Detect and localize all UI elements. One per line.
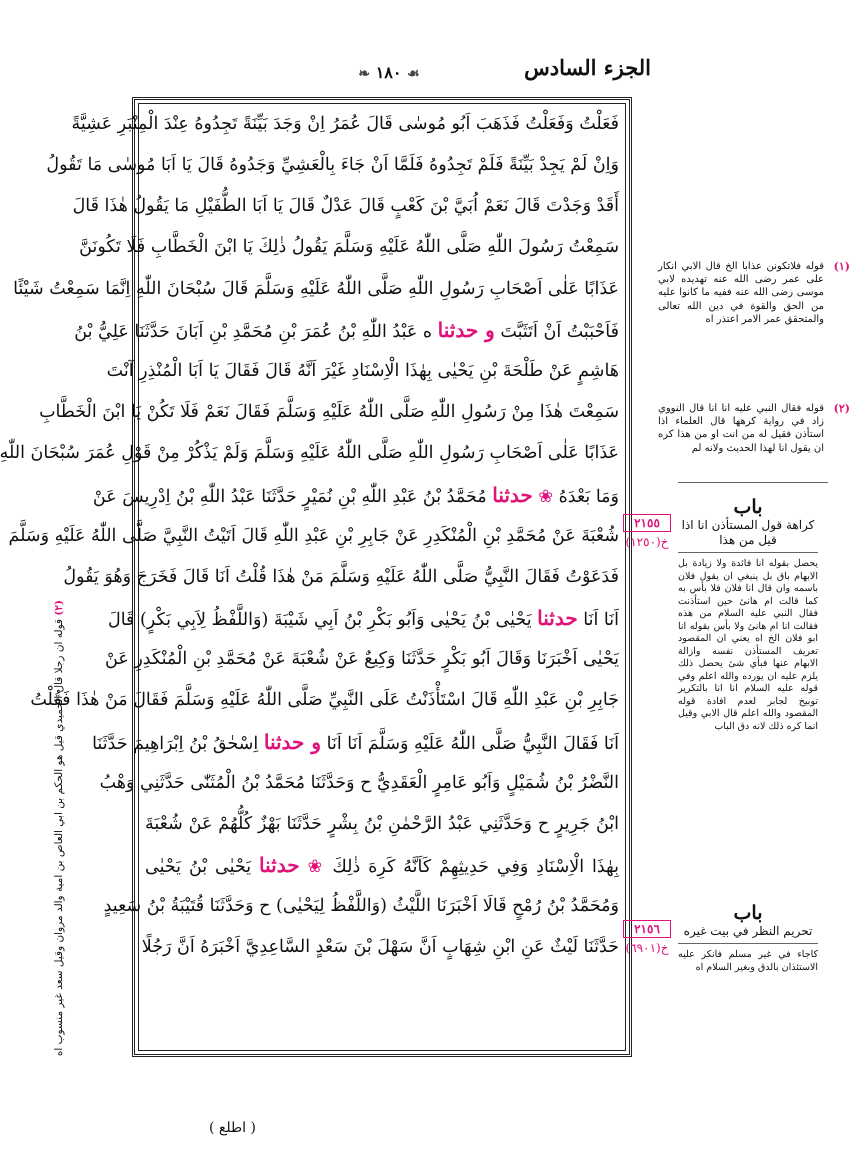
text-line: سَمِعْتَ هٰذَا مِنْ رَسُولِ اللّٰهِ صَلَّى اللّٰهُ عَلَيْهِ وَسَلَّمَ فَقَالَ نَعَمْ فَلَا تَكُنْ يَا ابْنَ الْخَطَّابِ — [39, 402, 619, 422]
side-note-rotated — [53, 600, 65, 1080]
text-line: يَحْيٰى اَخْبَرَنَا وَقَالَ اَبُو بَكْرٍ حَدَّثَنَا وَكِيعٌ عَنْ شُعْبَةَ عَنْ مُحَمَّدِ بْنِ الْمُنْكَدِرِ عَنْ — [105, 649, 619, 669]
text-line: سَمِعْتُ رَسُولَ اللّٰهِ صَلَّى اللّٰهُ عَلَيْهِ وَسَلَّمَ يَقُولُ ذٰلِكَ يَا ابْنَ الْخَطَّابِ فَلَا تَكُونَنَّ — [79, 237, 619, 257]
bukhari-ref: خ(٦٩٠١) — [625, 941, 669, 955]
text-line — [74, 314, 619, 346]
text-line: عَذَابًا عَلٰى اَصْحَابِ رَسُولِ اللّٰهِ صَلَّى اللّٰهُ عَلَيْهِ وَسَلَّمَ وَلَمْ يَذْكُرْ مِنْ قَوْلِ عُمَرَ سُبْحَانَ اللّٰهِ — [0, 443, 619, 463]
bab-description: كاجاء في غير مسلم فانكر عليه الاستئذان بالدق وبغير السلام اه — [678, 949, 818, 973]
text-line — [92, 479, 619, 511]
note-text: قوله فلاتكونن عذابا الخ قال الابي انكار على عمر رضى الله عنه تهديده لابي موسى رضى الله عنه ففيه ما كانوا عليه من الحق والقوة في دين الله تعالى والمتحقق عمر الامر اعتذر اه — [658, 261, 824, 325]
side-note-text: قوله ان رجلا قال الحميدي قيل هو الحكم بن ابي العاص بن امية والد مروان وقيل سعد غير منسوب اه — [53, 618, 65, 1057]
text-segment: بِهٰذَا الْاِسْنَادِ وَفِي حَدِيثِهِمْ كَاَنَّهُ كَرِهَ ذٰلِكَ — [332, 857, 619, 877]
text-segment: وَمَا بَعْدَهُ — [558, 487, 619, 507]
text-segment: يَحْيٰى بْنُ يَحْيٰى وَاَبُو بَكْرِ بْنُ اَبِي شَيْبَةَ (وَاللَّفْظُ لِاَبِي بَكْرٍ) قَالَ — [107, 610, 532, 630]
margin-notes — [625, 260, 856, 1120]
hadith-number-2 — [623, 920, 671, 955]
haddathana-marker: و حدثنا — [437, 318, 495, 342]
text-line: أَقَدْ وَجَدْتَ قَالَ نَعَمْ اُبَيَّ بْنَ كَعْبٍ قَالَ عَدْلٌ قَالَ يَا اَبَا الطُّفَيْلِ مَا يَقُولُ هٰذَا قَالَ — [72, 196, 619, 216]
divider — [678, 482, 828, 484]
text-line: فَعَلْتُ وَفَعَلْتُ فَذَهَبَ اَبُو مُوسٰى قَالَ عُمَرُ اِنْ وَجَدَ بَيِّنَةً تَجِدُوهُ عِنْدَ الْمِنْبَرِ عَشِيَّةً — [71, 114, 619, 134]
bab-description: يحصل بقوله انا فائدة ولا زيادة بل الابهام باق بل ينبغي ان يقول فلان باسمه وان قال انا فلان فلا بأس به كما قالت ام هانئ حين استأذنت فقال النبي عليه السلام من هذه فقالت انا ام هانئ ولا بأس بقوله انا ابو فلان الخ اه يعني ان المقصود تعريف المستأذن نفسه وازالة الابهام عنها فبأي شئ يحصل ذلك يلزم عليه ان يورده والله اعلم وفي قوله عليه السلام انا انا بالتكرير توبيخ لجابر لعدم افادة قوله المقصود والله اعلم قال الابي وقيل انما كره ذلك لانه دق الباب — [678, 558, 818, 732]
haddathana-marker: و حدثنا — [263, 730, 322, 754]
divider — [678, 943, 818, 945]
page-number — [329, 63, 449, 82]
ornament-icon: ☙ — [407, 66, 420, 82]
text-line: جَابِرِ بْنِ عَبْدِ اللّٰهِ قَالَ اسْتَأْذَنْتُ عَلَى النَّبِيِّ صَلَّى اللّٰهُ عَلَيْهِ وَسَلَّمَ فَقَالَ مَنْ هٰذَا فَقُلْتُ — [30, 690, 619, 710]
side-note — [33, 600, 73, 1080]
text-segment: فَاَحْبَبْتُ اَنْ اَتَثَبَّتَ — [500, 322, 619, 342]
haddathana-marker: حدثنا — [259, 853, 300, 877]
part-title: الجزء السادس — [524, 55, 651, 80]
hadith-number: ٢١٥٦ — [623, 920, 671, 938]
text-line — [107, 602, 619, 634]
footer-catchword: ( اطلع ) — [209, 1120, 256, 1136]
flower-separator-icon: ❀ — [307, 857, 325, 877]
flower-separator-icon: ❀ — [538, 487, 554, 507]
text-line: ابْنُ جَرِيرٍ ح وَحَدَّثَنِي عَبْدُ الرَّحْمٰنِ بْنُ بِشْرٍ حَدَّثَنَا بَهْزٌ كُلُّهُمْ عَنْ شُعْبَةَ — [145, 814, 619, 834]
text-segment: يَحْيٰى بْنُ يَحْيٰى — [145, 857, 252, 877]
note-number: (٢) — [833, 402, 850, 415]
hadith-number: ٢١٥٥ — [623, 514, 671, 532]
bab-title: تحريم النظر في بيت غيره — [683, 924, 813, 938]
text-segment: اَنَا فَقَالَ النَّبِيُّ صَلَّى اللّٰهُ عَلَيْهِ وَسَلَّمَ اَنَا اَنَا — [326, 734, 619, 754]
text-line: فَدَعَوْتُ فَقَالَ النَّبِيُّ صَلَّى اللّٰهُ عَلَيْهِ وَسَلَّمَ مَنْ هٰذَا قُلْتُ اَنَا قَالَ فَخَرَجَ وَهُوَ يَقُولُ — [63, 567, 619, 587]
bab-heading: باب — [733, 496, 763, 518]
haddathana-marker: حدثنا — [492, 483, 533, 507]
bab-heading: باب — [733, 902, 763, 924]
note-number: (١) — [833, 260, 850, 273]
text-segment: مُحَمَّدُ بْنُ عَبْدِ اللّٰهِ بْنِ نُمَيْرٍ حَدَّثَنَا عَبْدُ اللّٰهِ بْنُ اِدْرِيسَ عَنْ — [92, 487, 487, 507]
text-line: وَمُحَمَّدُ بْنُ رُمْحٍ قَالَا اَخْبَرَنَا اللَّيْثُ (وَاللَّفْظُ لِيَحْيٰى) ح وَحَدَّثَنَا قُتَيْبَةُ بْنُ سَعِيدٍ — [103, 896, 619, 916]
text-line: وَاِنْ لَمْ يَجِدْ بَيِّنَةً فَلَمْ تَجِدُوهُ فَلَمَّا اَنْ جَاءَ بِالْعَشِيِّ وَجَدُوهُ قَالَ يَا اَبَا مُوسٰى مَا تَقُولُ — [46, 155, 619, 175]
text-line — [145, 849, 619, 881]
note-text: قوله فقال النبي عليه انا انا قال النووي زاد في رواية كرهها قال العلماء اذا استأذن فقيل له من انت او من هذا كره ان يقول انا لهذا الحديث ولانه لم — [658, 403, 824, 454]
divider — [678, 552, 818, 554]
margin-note-1 — [658, 260, 848, 326]
text-segment: ه عَبْدُ اللّٰهِ بْنُ عُمَرَ بْنِ مُحَمَّدِ بْنِ اَبَانَ حَدَّثَنَا عَلِيُّ بْنُ — [74, 322, 433, 342]
text-line: هَاشِمٍ عَنْ طَلْحَةَ بْنِ يَحْيٰى بِهٰذَا الْاِسْنَادِ غَيْرَ اَنَّهُ قَالَ فَقَالَ يَا اَبَا الْمُنْذِرِ آنْتَ — [106, 361, 619, 381]
bab-block-2 — [625, 902, 818, 974]
ornament-icon: ❧ — [358, 66, 371, 82]
text-line — [92, 726, 619, 758]
haddathana-marker: حدثنا — [537, 606, 578, 630]
margin-note-2 — [658, 402, 848, 455]
text-line: النَّضْرُ بْنُ شُمَيْلٍ وَاَبُو عَامِرٍ الْعَقَدِيُّ ح وَحَدَّثَنَا مُحَمَّدُ بْنُ الْمُثَنّٰى حَدَّثَنِي وَهْبُ — [99, 773, 619, 793]
side-note-number: (٢) — [53, 600, 65, 616]
text-line: عَذَابًا عَلٰى اَصْحَابِ رَسُولِ اللّٰهِ صَلَّى اللّٰهُ عَلَيْهِ وَسَلَّمَ قَالَ سُبْحَانَ اللّٰهِ اِنَّمَا سَمِعْتُ شَيْئًا — [13, 279, 619, 299]
bukhari-ref: خ(١٢٥٠) — [625, 535, 669, 549]
hadith-number-1 — [623, 514, 671, 549]
bab-block-1 — [625, 496, 818, 733]
text-segment: اِسْحٰقُ بْنُ اِبْرَاهِيمَ حَدَّثَنَا — [92, 734, 259, 754]
page-number-value: ١٨٠ — [375, 63, 402, 82]
text-line: حَدَّثَنَا لَيْثٌ عَنِ ابْنِ شِهَابٍ اَنَّ سَهْلَ بْنَ سَعْدٍ السَّاعِدِيَّ اَخْبَرَهُ اَنَّ رَجُلًا — [141, 937, 619, 957]
text-line: شُعْبَةَ عَنْ مُحَمَّدِ بْنِ الْمُنْكَدِرِ عَنْ جَابِرِ بْنِ عَبْدِ اللّٰهِ قَالَ اَتَيْتُ النَّبِيَّ صَلَّى اللّٰهُ عَلَيْهِ وَسَلَّمَ — [8, 526, 619, 546]
bab-title: كراهة قول المستأذن انا اذا قيل من هذا — [681, 518, 815, 547]
text-segment: اَنَا اَنَا — [583, 610, 619, 630]
